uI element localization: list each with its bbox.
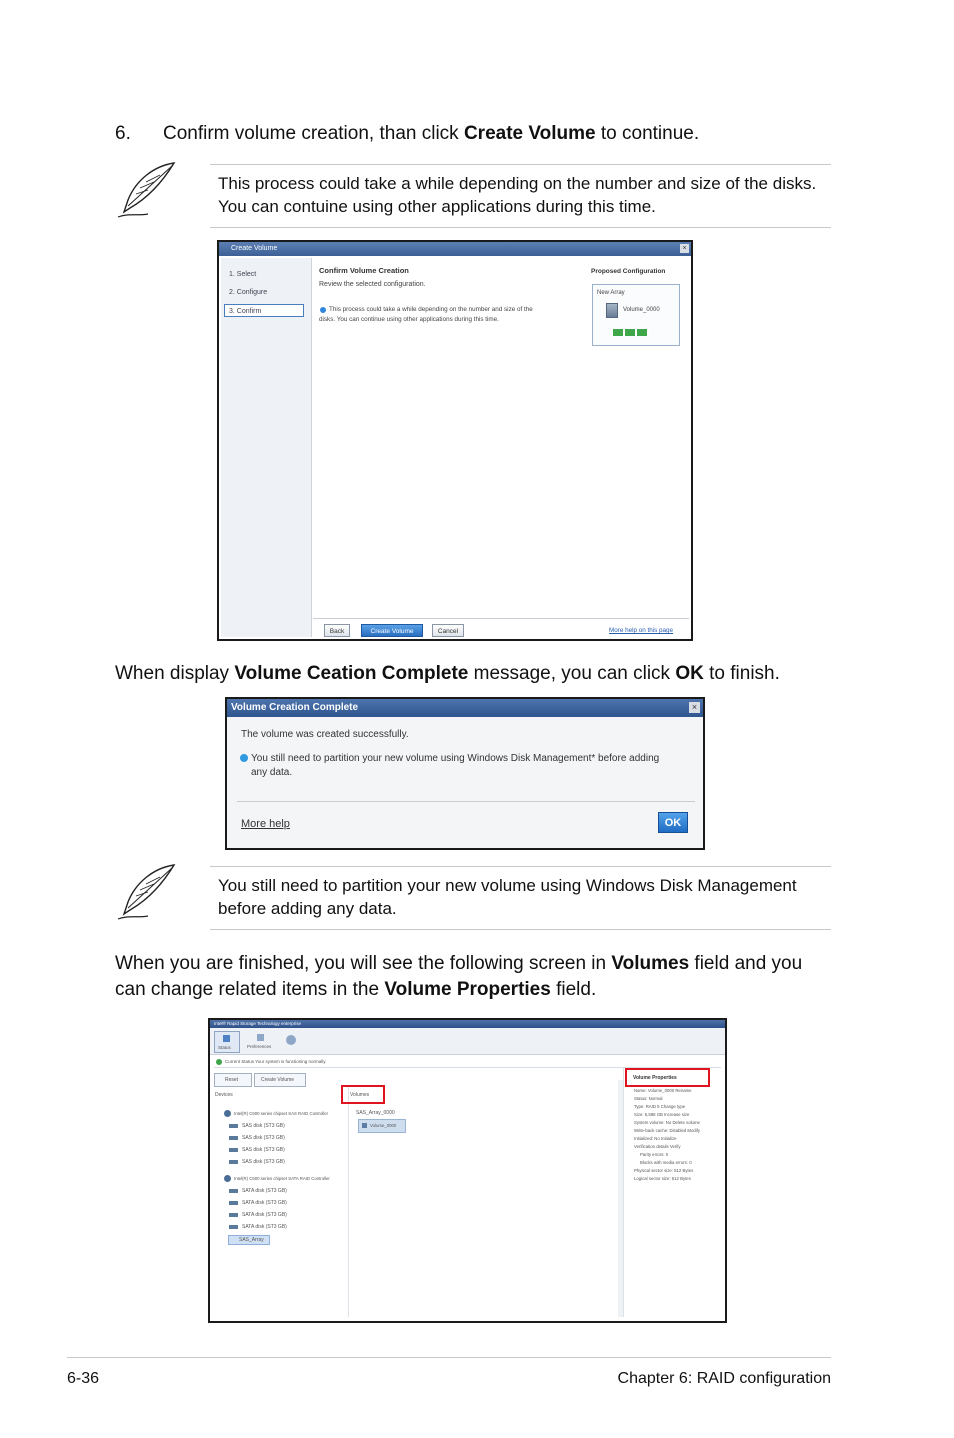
step-6-text: [163, 121, 699, 147]
new-array-label: New Array: [597, 290, 625, 296]
array-item-label: SAS_Array: [239, 1237, 264, 1243]
prop-size: Size: 5,588 GB Increase size: [634, 1112, 690, 1117]
prop-status: Status: Normal: [634, 1096, 663, 1101]
disk-b-2[interactable]: SATA disk (ST3 GB): [242, 1200, 287, 1206]
confirm-subheading: Review the selected configuration.: [319, 281, 426, 288]
prop-logical-sector: Logical sector size: 512 Bytes: [634, 1176, 691, 1181]
back-button[interactable]: Back: [324, 624, 350, 637]
note-box-1: [210, 164, 831, 228]
status-tab-label: Status: [218, 1045, 231, 1050]
wizard-step-select[interactable]: 1. Select: [229, 271, 257, 278]
array-name-label: SAS_Array_0000: [356, 1110, 395, 1116]
volume-tile-label: Volume_0000: [370, 1123, 397, 1128]
preferences-tab[interactable]: [246, 1031, 276, 1051]
disk-status-icon: [613, 329, 649, 336]
controller-b-label[interactable]: Intel(R) C600 series chipset SATA RAID Controller: [234, 1176, 330, 1181]
status-icon: [223, 1035, 230, 1042]
volumes-label: Volumes: [350, 1092, 370, 1098]
prop-parity-errors: Parity errors: 0: [640, 1152, 669, 1157]
rst-toolbar: [210, 1028, 725, 1055]
step-6-bold: Create Volume: [463, 123, 596, 144]
disk-icon: [229, 1225, 238, 1229]
create-volume-titlebar: [219, 242, 691, 256]
rst-title: Intel® Rapid Storage Technology enterprise: [214, 1021, 302, 1026]
volume-complete-screenshot: [225, 697, 705, 850]
create-volume-screenshot: [217, 240, 693, 641]
volume-tile[interactable]: [358, 1119, 406, 1133]
close-icon[interactable]: ×: [680, 244, 689, 253]
finish-bold-1: Volume Ceation Complete: [234, 663, 469, 684]
disk-a-1[interactable]: SAS disk (ST3 GB): [242, 1123, 285, 1129]
properties-pre: can change related items in the: [115, 979, 385, 1000]
controller-icon: [224, 1175, 231, 1182]
page-number: 6-36: [67, 1370, 100, 1387]
wizard-step-configure[interactable]: 2. Configure: [229, 289, 268, 296]
disk-b-3[interactable]: SATA disk (ST3 GB): [242, 1212, 287, 1218]
confirm-heading: Confirm Volume Creation: [319, 266, 409, 275]
proposed-config-box: [592, 284, 680, 346]
note-2-line-1: You still need to partition your new volume using Windows Disk Management: [218, 876, 797, 895]
reset-button[interactable]: [214, 1073, 252, 1087]
disk-b-1[interactable]: SATA disk (ST3 GB): [242, 1188, 287, 1194]
created-success-text: The volume was created successfully.: [241, 729, 409, 740]
step-6-number: 6.: [115, 123, 131, 144]
wizard-steps-panel: [221, 258, 312, 637]
close-icon[interactable]: ×: [689, 702, 700, 713]
disk-b-4[interactable]: SATA disk (ST3 GB): [242, 1224, 287, 1230]
more-help-link[interactable]: More help: [241, 818, 290, 830]
info-icon: [240, 754, 248, 762]
create-volume-button[interactable]: [254, 1073, 306, 1087]
volumes-post: field and you: [689, 953, 803, 974]
devices-divider: [348, 1086, 349, 1317]
volume-complete-titlebar: [227, 699, 703, 717]
note-1-line-1: This process could take a while depending on the number and size of the disks.: [218, 174, 817, 193]
chapter-title: Chapter 6: RAID configuration: [617, 1370, 831, 1387]
finish-post: to finish.: [703, 663, 780, 684]
disk-icon: [229, 1213, 238, 1217]
feather-note-icon: [114, 160, 180, 220]
disk-icon: [229, 1160, 238, 1164]
step-6-pre: Confirm volume creation, than click: [163, 123, 464, 144]
finish-instruction: [115, 661, 780, 687]
confirm-info-line-1: This process could take a while depending on the number and size of the: [329, 306, 533, 313]
prop-name: Name: Volume_0000 Rename: [634, 1088, 692, 1093]
ok-button[interactable]: OK: [658, 812, 688, 833]
footer-rule: [67, 1357, 831, 1358]
preferences-tab-label: Preferences: [247, 1044, 272, 1049]
step-6-post: to continue.: [595, 123, 700, 144]
status-ok-icon: [216, 1059, 222, 1065]
disk-icon: [229, 1136, 238, 1140]
rst-main-screenshot: [208, 1018, 727, 1323]
info-icon: [320, 307, 326, 313]
controller-a-label[interactable]: Intel(R) C600 series chipset SAS RAID Controller: [234, 1111, 329, 1116]
disk-icon: [229, 1201, 238, 1205]
note-box-2: [210, 866, 831, 930]
prop-type: Type: RAID 5 Change type: [634, 1104, 686, 1109]
volumes-pre: When you are finished, you will see the following screen in: [115, 953, 612, 974]
rst-status-bar: [214, 1057, 721, 1068]
prop-physical-sector: Physical sector size: 512 Bytes: [634, 1168, 694, 1173]
volumes-instruction-line-1: [115, 951, 802, 977]
disk-icon: [229, 1124, 238, 1128]
reset-button-label: Reset: [225, 1077, 239, 1083]
array-item-selected[interactable]: [228, 1235, 270, 1245]
prop-media-errors: Blocks with media errors: 0: [640, 1160, 692, 1165]
volume-properties-list: [630, 1088, 720, 1188]
create-volume-button-label: Create Volume: [261, 1077, 295, 1083]
note-1-line-2: You can contuine using other applications during this time.: [218, 197, 656, 216]
volume-complete-title: Volume Creation Complete: [231, 702, 359, 713]
disk-a-4[interactable]: SAS disk (ST3 GB): [242, 1159, 285, 1165]
volumes-scrollbar[interactable]: [618, 1080, 623, 1317]
create-volume-button[interactable]: Create Volume: [361, 624, 423, 637]
button-separator: [313, 618, 689, 619]
volumes-instruction-line-2: [115, 977, 596, 1003]
volume-icon: [362, 1123, 367, 1128]
disk-a-2[interactable]: SAS disk (ST3 GB): [242, 1135, 285, 1141]
finish-pre: When display: [115, 663, 235, 684]
finish-mid: message, you can click: [468, 663, 676, 684]
disk-icon: [229, 1189, 238, 1193]
volume-properties-label: Volume Properties: [633, 1075, 677, 1081]
prop-verification: Verification details Verify: [634, 1144, 681, 1149]
partition-notice-line-1: You still need to partition your new volume using Windows Disk Management* before adding: [251, 753, 660, 764]
disk-array-icon: [606, 303, 618, 318]
status-bar-text: Current Status Your system is functioning normally.: [225, 1059, 327, 1064]
preferences-icon: [257, 1034, 264, 1041]
properties-bold: Volume Properties: [384, 979, 551, 1000]
properties-divider: [623, 1068, 624, 1317]
properties-post: field.: [550, 979, 597, 1000]
disk-a-3[interactable]: SAS disk (ST3 GB): [242, 1147, 285, 1153]
prop-system-volume: System volume: No Delete volume: [634, 1120, 700, 1125]
create-volume-title: Create Volume: [231, 245, 278, 252]
controller-icon: [224, 1110, 231, 1117]
finish-bold-2: OK: [675, 663, 704, 684]
status-tab[interactable]: [214, 1031, 240, 1053]
confirm-info-line-2: disks. You can continue using other applications during this time.: [319, 316, 499, 323]
volumes-bold: Volumes: [611, 953, 690, 974]
prop-initialized: Initialized: No Initialize: [634, 1136, 677, 1141]
prop-cache: Write-back cache: Disabled Modify: [634, 1128, 701, 1133]
rst-titlebar: [210, 1020, 725, 1028]
wizard-step-confirm[interactable]: 3. Confirm: [224, 304, 304, 317]
help-icon[interactable]: [286, 1035, 296, 1045]
cancel-button[interactable]: Cancel: [432, 624, 464, 637]
devices-label: Devices: [215, 1092, 233, 1098]
volume-name-label: Volume_0000: [623, 307, 660, 313]
disk-icon: [229, 1148, 238, 1152]
dialog-separator: [237, 801, 695, 802]
devices-tree: [214, 1110, 344, 1310]
feather-note-icon: [114, 862, 180, 922]
more-help-link[interactable]: More help on this page: [609, 627, 674, 634]
proposed-config-label: Proposed Configuration: [591, 268, 666, 275]
partition-notice-line-2: any data.: [251, 767, 293, 778]
note-2-line-2: before adding any data.: [218, 899, 397, 918]
